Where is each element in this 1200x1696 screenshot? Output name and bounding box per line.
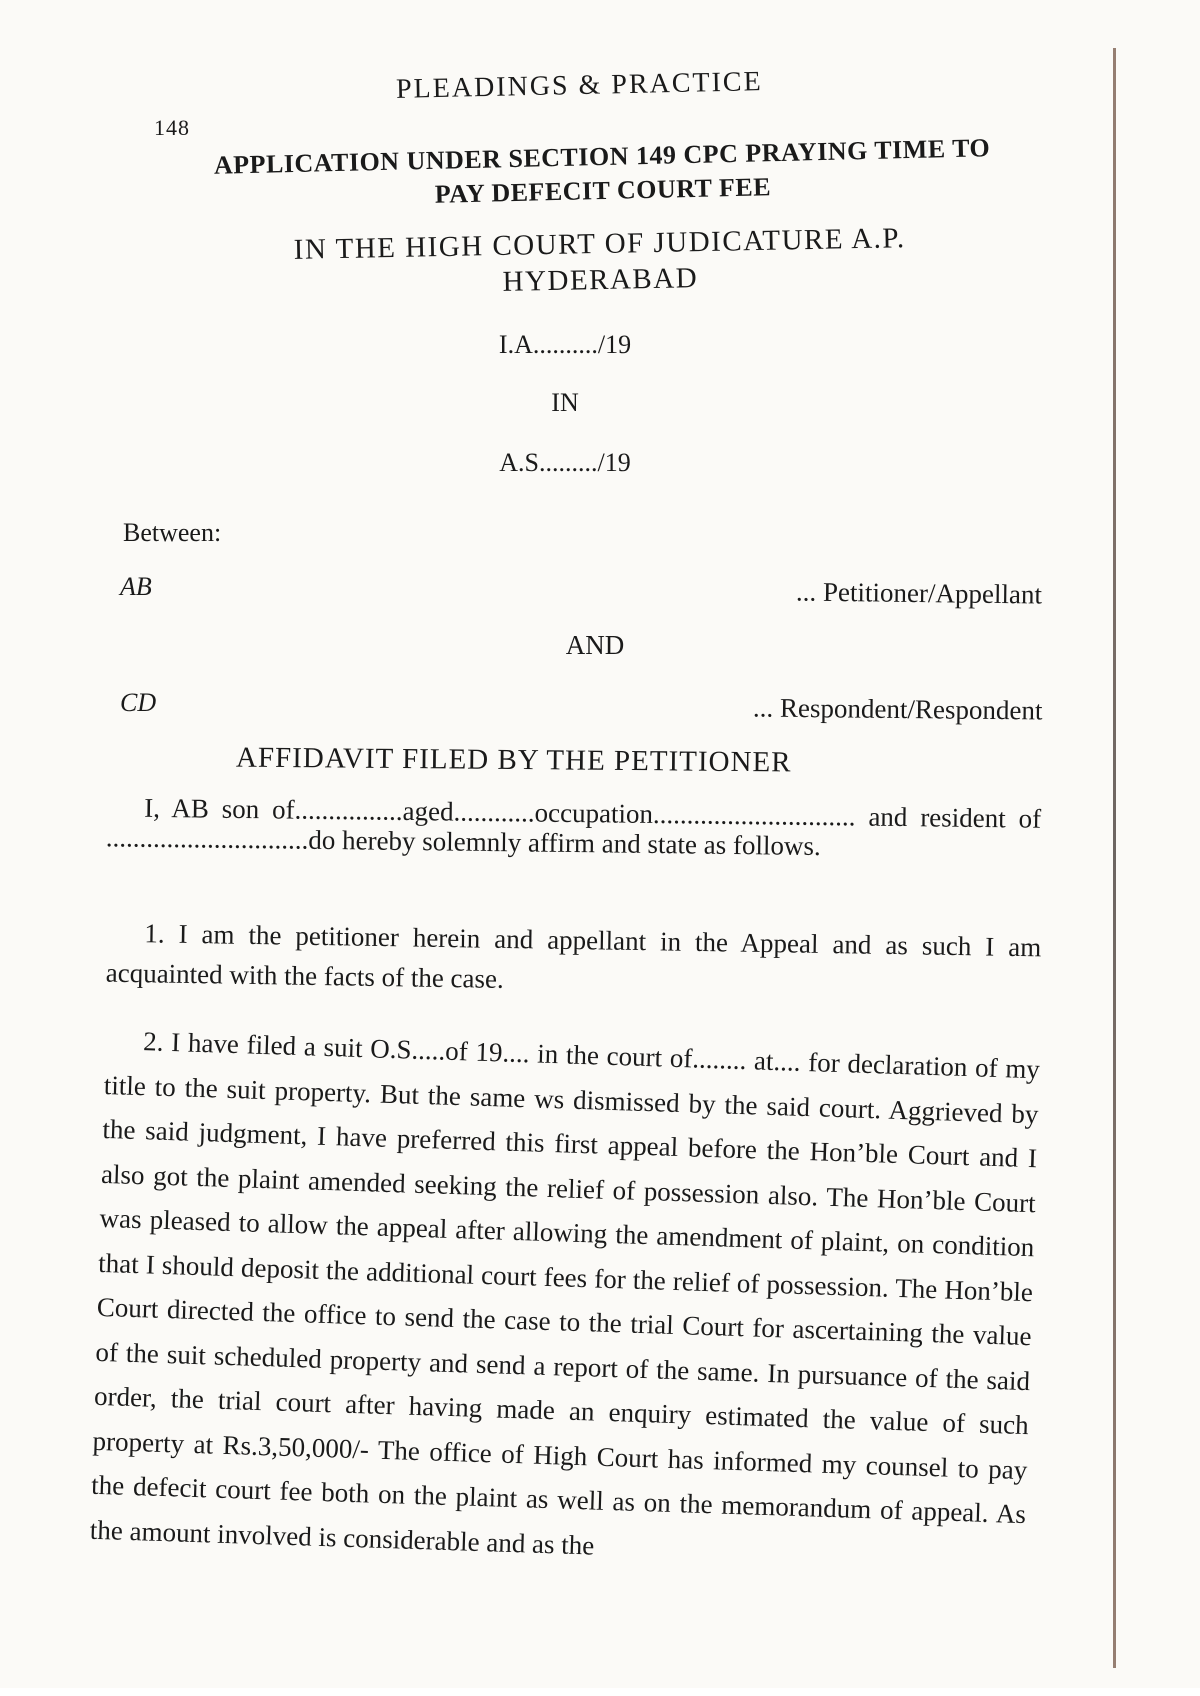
in-word: IN	[551, 388, 579, 417]
court-name	[219, 219, 980, 306]
paragraph-1-text: 1. I am the petitioner herein and appellant in the Appeal and as such I am acquainted with the facts of the case.	[105, 918, 1042, 994]
intro-paragraph	[106, 792, 1042, 863]
affidavit-heading: AFFIDAVIT FILED BY THE PETITIONER	[235, 741, 792, 779]
as-number: A.S........./19	[499, 448, 631, 477]
ia-number: I.A........../19	[498, 330, 632, 359]
respondent-name: CD	[120, 688, 157, 717]
respondent-role: ... Respondent/Respondent	[752, 692, 1043, 726]
paragraph-2	[89, 1018, 1040, 1581]
between-label: Between:	[123, 518, 222, 547]
running-head: PLEADINGS & PRACTICE	[395, 66, 763, 105]
title-line-2: PAY DEFECIT COURT FEE	[434, 172, 772, 209]
title-line-1: APPLICATION UNDER SECTION 149 CPC PRAYING TIME TO	[213, 133, 991, 180]
document-title	[159, 130, 1045, 218]
paragraph-indent	[105, 1049, 143, 1050]
paragraph-1	[105, 913, 1041, 1008]
page-number: 148	[154, 115, 190, 140]
petitioner-name: AB	[120, 572, 152, 601]
court-line-2: HYDERABAD	[502, 262, 699, 298]
petitioner-role: ... Petitioner/Appellant	[795, 576, 1043, 610]
and-separator: AND	[565, 630, 625, 660]
bottom-edge	[0, 1688, 1200, 1696]
paragraph-2-text: 2. I have filed a suit O.S.....of 19.... in the court of........ at.... for declaration of my title to the suit property. But the same ws dismissed by the said court. Aggrieved by the said judgment, I have preferred this first appeal before the Hon’ble Court and I also got the plaint amended seeking the relief of possession also. The Hon’ble Court was pleased to allow the appeal after allowing the amendment of plaint, on condition that I should deposit the additional court fees for the relief of possession. The Hon’ble Court directed the office to send the case to the trial Court for ascertaining the value of the suit scheduled property and send a report of the same. In pursuance of the said order, the trial court after having made an enquiry estimated the value of such property at Rs.3,50,000/- The office of High Court has informed my counsel to pay the defecit court fee both on the plaint as well as on the memorandum of appeal. As the amount involved is considerable and as the	[89, 1026, 1041, 1561]
page-edge-shadow	[1113, 48, 1116, 1668]
intro-text: I, AB son of................aged............occupation.............................. and resident of ..............................do hereby solemnly affirm and state as follows.	[105, 792, 1042, 862]
court-line-1: IN THE HIGH COURT OF JUDICATURE A.P.	[293, 222, 906, 266]
paragraph-indent	[106, 942, 144, 943]
